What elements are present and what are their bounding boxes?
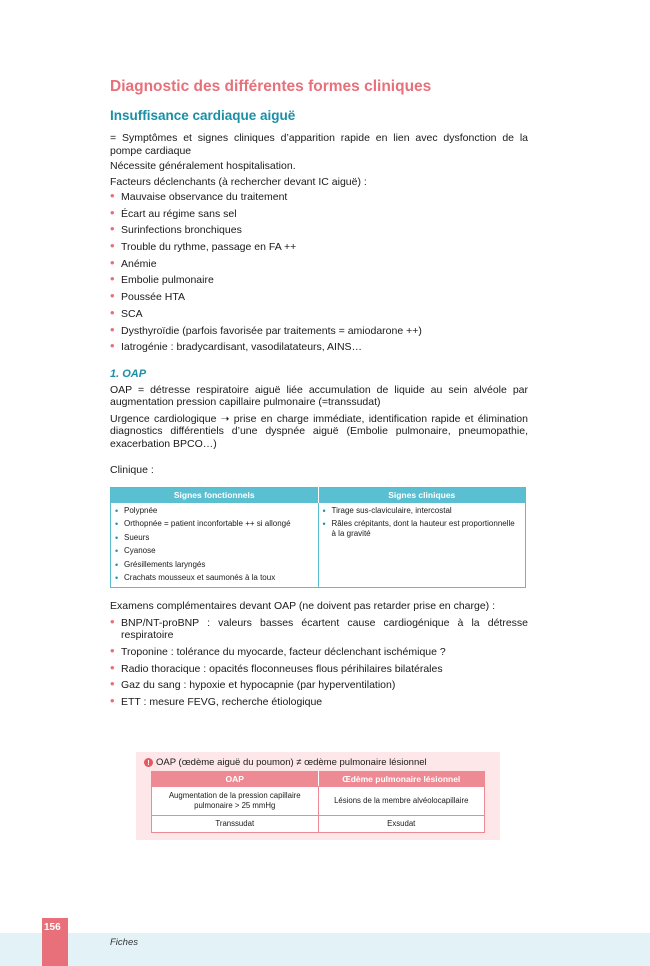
intro-hospitalisation: Nécessite généralement hospitalisation.	[110, 160, 296, 172]
header-signes-fonctionnels: Signes fonctionnels	[111, 487, 319, 503]
bullet-icon: •	[110, 321, 115, 337]
bullet-icon: •	[110, 254, 115, 270]
bullet-icon: •	[110, 188, 115, 203]
bullet-icon: •	[110, 288, 115, 304]
list-item: • Poussée HTA	[110, 288, 185, 304]
bullet-icon: •	[322, 519, 326, 530]
section-title: Insuffisance cardiaque aiguë	[110, 108, 296, 123]
list-item: • Surinfections bronchiques	[110, 221, 242, 237]
running-title: Fiches	[110, 937, 138, 948]
header-oap: OAP	[152, 772, 319, 787]
intro-facteurs-label: Facteurs déclenchants (à rechercher devant IC aiguë) :	[110, 175, 367, 188]
footer-band	[0, 933, 650, 966]
list-item: • Radio thoracique : opacités floconneuses flous périhilaires bilatérales	[110, 659, 443, 675]
bullet-icon: •	[110, 304, 115, 320]
page-content	[110, 78, 528, 713]
table-row	[152, 787, 485, 816]
warning-icon: !	[144, 758, 153, 767]
warning-title-text: OAP (œdème aiguë du poumon) ≠ œdème pulmonaire lésionnel	[156, 757, 427, 768]
bullet-icon: •	[110, 642, 115, 658]
facteurs-list	[110, 188, 528, 354]
signes-fonctionnels-cell	[111, 503, 319, 588]
list-item: • Cyanose	[115, 546, 156, 557]
bullet-icon: •	[110, 204, 115, 220]
bullet-icon: •	[115, 559, 119, 570]
table-cell: Transsudat	[152, 816, 319, 833]
bullet-icon: •	[110, 613, 115, 629]
list-item: • BNP/NT-proBNP : valeurs basses écartent cause cardiogénique à la détresse respiratoire	[110, 613, 528, 642]
list-item: • Tirage sus-claviculaire, intercostal	[322, 505, 452, 516]
bullet-icon: •	[115, 546, 119, 557]
list-item: • ETT : mesure FEVG, recherche étiologique	[110, 692, 323, 708]
table-cell: Exsudat	[318, 816, 485, 833]
header-signes-cliniques: Signes cliniques	[318, 487, 526, 503]
list-item: • Grésillements laryngés	[115, 559, 206, 570]
bullet-icon: •	[115, 519, 119, 530]
signs-table	[110, 487, 526, 589]
table-cell: Lésions de la membre alvéolocapillaire	[318, 787, 485, 816]
oap-comparison-table	[151, 771, 485, 833]
warning-title	[144, 757, 427, 768]
warning-box	[136, 752, 500, 840]
examens-list	[110, 613, 528, 709]
list-item: • Embolie pulmonaire	[110, 271, 214, 287]
oap-definition: OAP = détresse respiratoire aiguë liée accumulation de liquide au sein alvéole par augmentation pression capillaire pulmonaire (=transsudat)	[110, 383, 528, 409]
page-title: Diagnostic des différentes formes cliniques	[110, 78, 432, 95]
table-row	[152, 816, 485, 833]
bullet-icon: •	[110, 676, 115, 692]
bullet-icon: •	[110, 692, 115, 708]
list-item: • Râles crépitants, dont la hauteur est proportionnelle à la gravité	[322, 519, 515, 539]
list-item: • Sueurs	[115, 532, 150, 543]
list-item: • Gaz du sang : hypoxie et hypocapnie (par hyperventilation)	[110, 676, 396, 692]
bullet-icon: •	[322, 505, 326, 516]
list-item: • Mauvaise observance du traitement	[110, 188, 288, 203]
list-item: • Anémie	[110, 254, 157, 270]
intro-definition: = Symptômes et signes cliniques d’apparition rapide en lien avec dysfonction de la pompe cardiaque	[110, 132, 528, 157]
bullet-icon: •	[110, 271, 115, 287]
signes-cliniques-cell	[318, 503, 526, 588]
bullet-icon: •	[115, 505, 119, 516]
oap-heading: 1. OAP	[110, 367, 147, 380]
header-oedeme-lesionnel: Œdème pulmonaire lésionnel	[318, 772, 485, 787]
clinique-label: Clinique :	[110, 464, 154, 477]
page-number: 156	[44, 922, 61, 933]
bullet-icon: •	[110, 221, 115, 237]
oap-urgence: Urgence cardiologique ➝ prise en charge immédiate, identification rapide et élimination diagnostics différentiels d’une dyspnée aiguë (Embolie pulmonaire, pneumopathie, exacerbation BPCO…)	[110, 412, 528, 450]
bullet-icon: •	[115, 532, 119, 543]
list-item: • Trouble du rythme, passage en FA ++	[110, 238, 297, 254]
list-item: • Crachats mousseux et saumonés à la toux	[115, 573, 276, 584]
bullet-icon: •	[115, 573, 119, 584]
examens-intro: Examens complémentaires devant OAP (ne doivent pas retarder prise en charge) :	[110, 600, 496, 613]
list-item: • Orthopnée = patient inconfortable ++ si allongé	[115, 519, 291, 530]
list-item: • Iatrogénie : bradycardisant, vasodilatateurs, AINS…	[110, 338, 363, 354]
list-item: • SCA	[110, 304, 143, 320]
bullet-icon: •	[110, 238, 115, 254]
table-cell: Augmentation de la pression capillaire pulmonaire > 25 mmHg	[152, 787, 319, 816]
list-item: • Écart au régime sans sel	[110, 204, 237, 220]
list-item: • Polypnée	[115, 505, 158, 516]
list-item: • Dysthyroïdie (parfois favorisée par traitements = amiodarone ++)	[110, 321, 422, 337]
bullet-icon: •	[110, 338, 115, 354]
list-item: • Troponine : tolérance du myocarde, facteur déclenchant ischémique ?	[110, 642, 446, 658]
bullet-icon: •	[110, 659, 115, 675]
